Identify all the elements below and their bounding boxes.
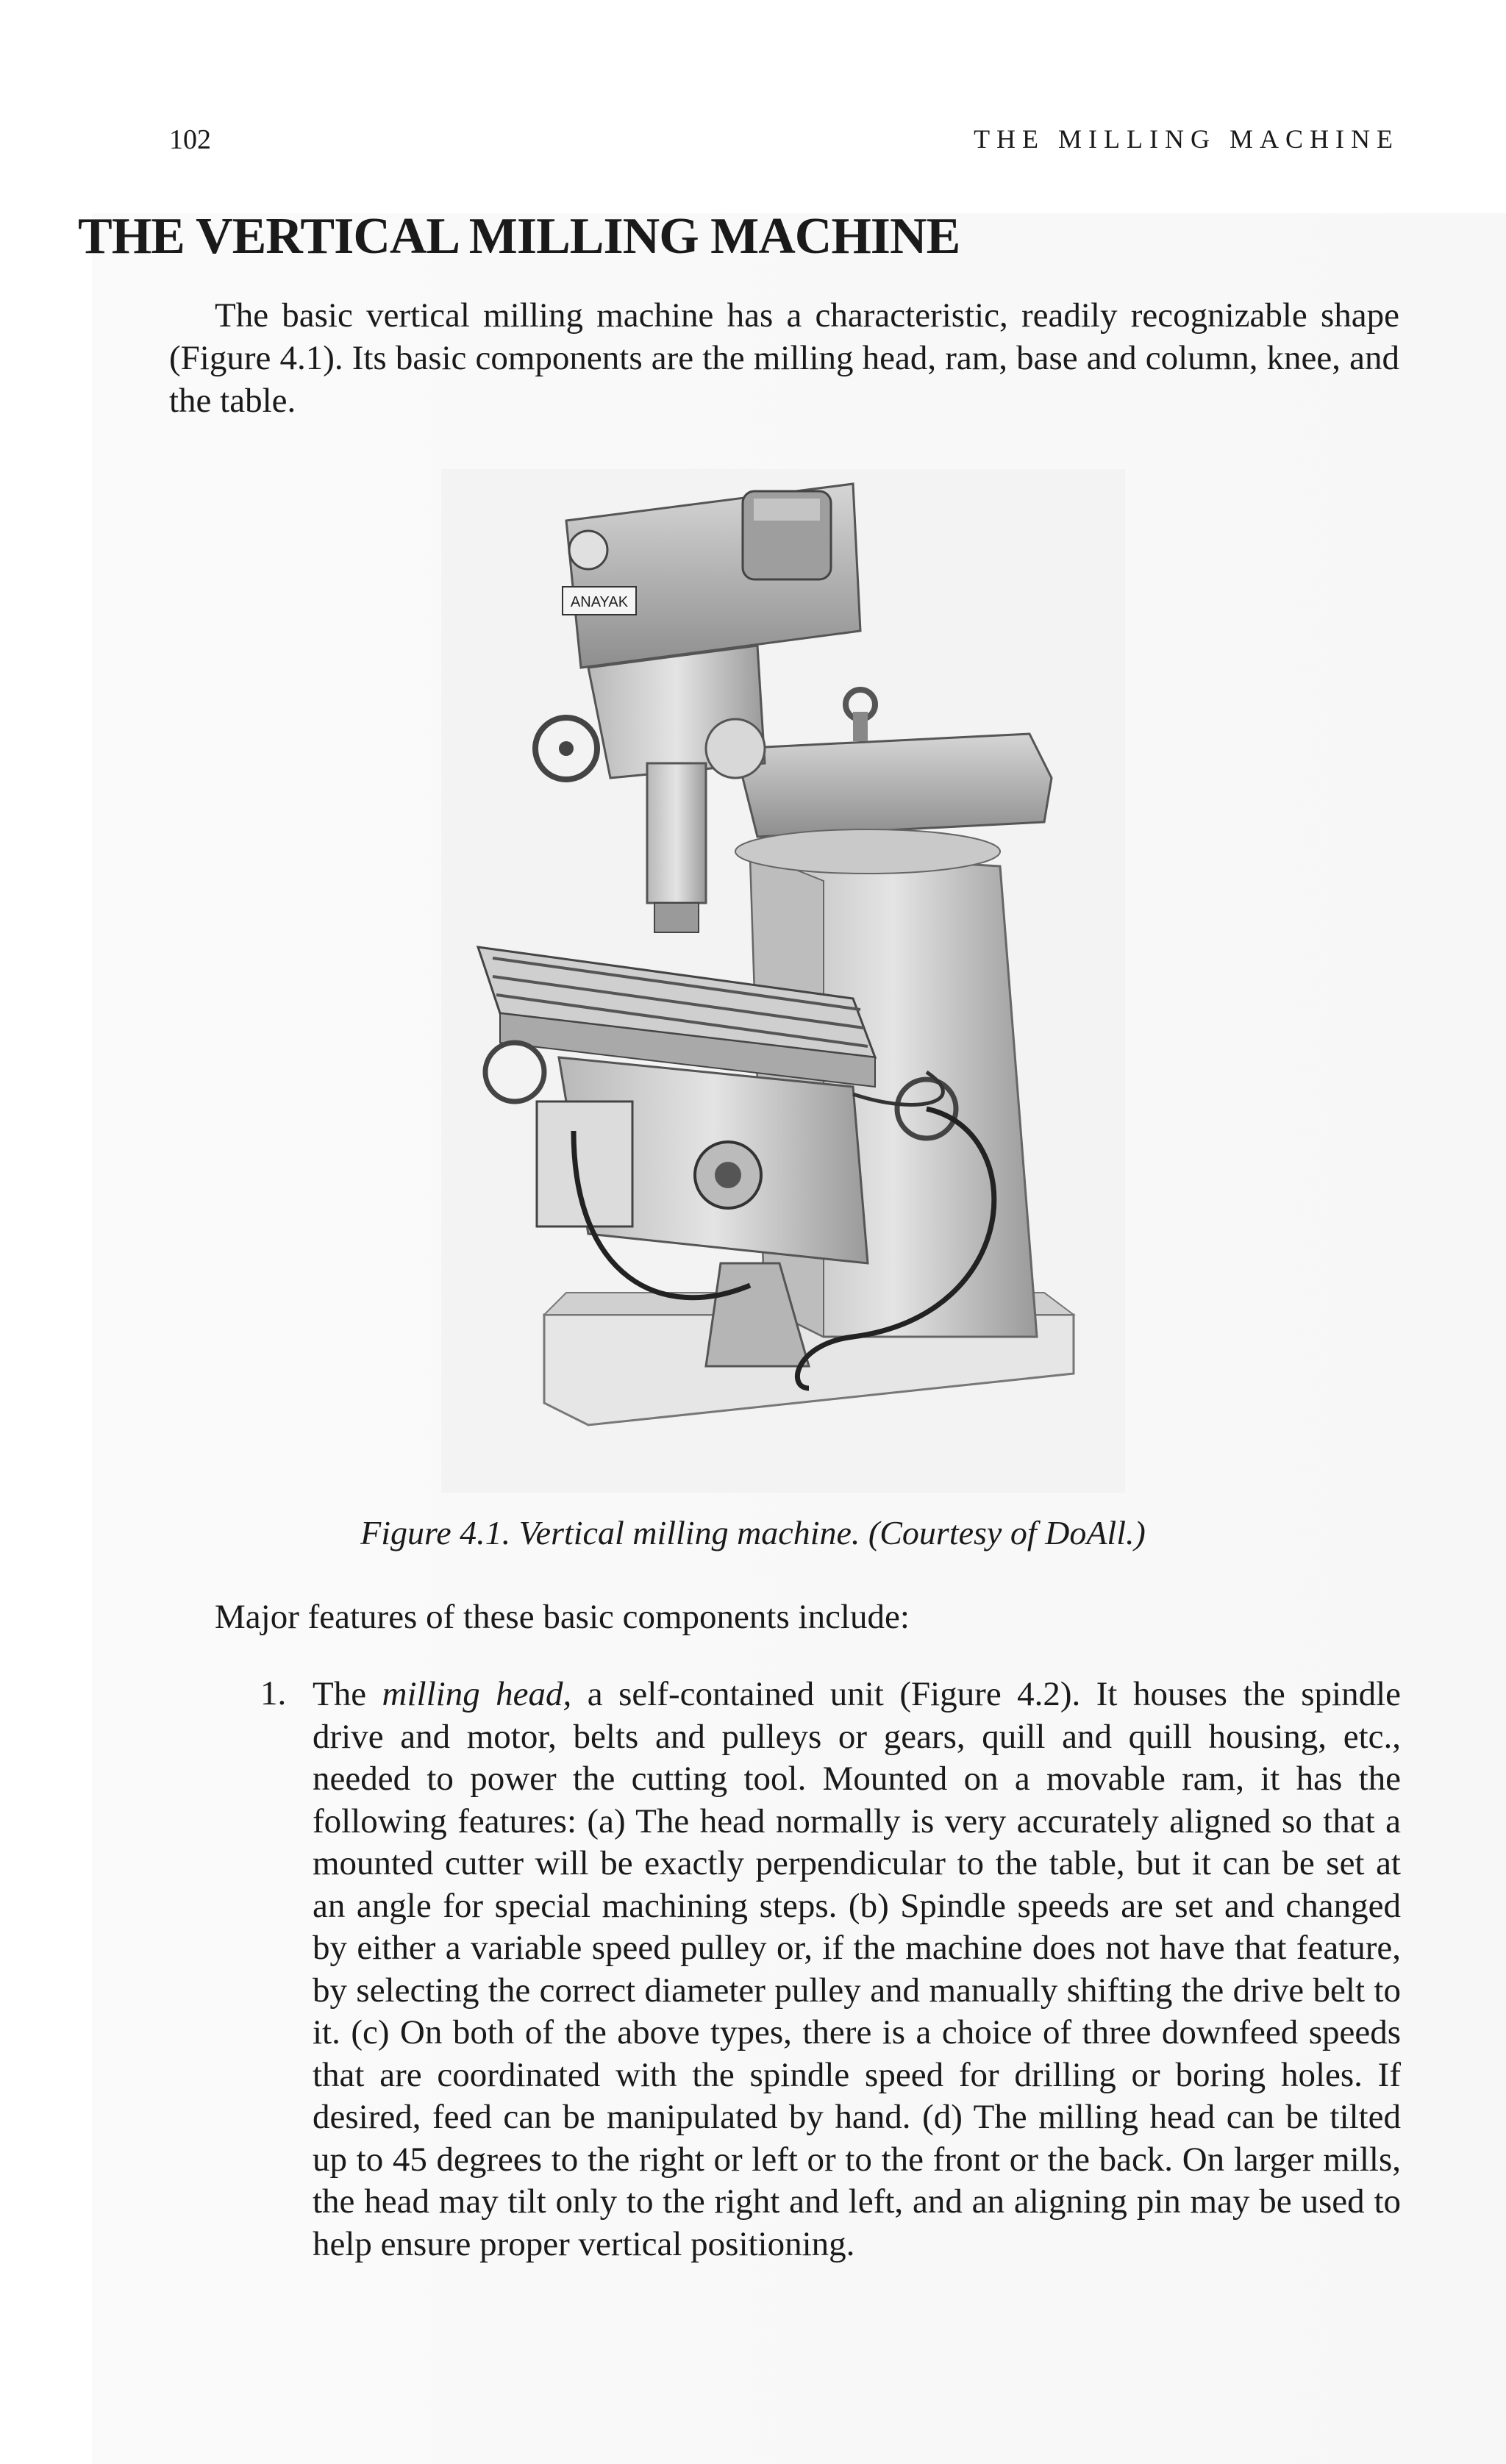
running-header: THE MILLING MACHINE [974,124,1399,154]
milling-machine-illustration [441,469,1125,1493]
figure-vertical-milling-machine [441,469,1125,1493]
anayak-badge: ANAYAK [570,594,629,610]
list-item-text: a self-contained unit (Figure 4.2). It houses the spindle drive and motor, belts and pulleys or gears, quill and quill housing, etc., needed to power the cutting tool. Mounted on a movable ram, it has the following features: (a) The head normally is very accurately aligned so that a mounted cutter will be exactly perpendicular to the table, but it can be set at an angle for special machining steps. (b) Spindle speeds are set and changed by either a variable speed pulley or, if the machine does not have that feature, by selecting the correct diameter pulley and manually shifting the drive belt to it. (c) On both of the above types, there is a choice of three downfeed speeds that are coordinated with the spindle speed for drilling or boring holes. If desired, feed can be manipulated by hand. (d) The milling head can be tilted up to 45 degrees to the right or left or to the front or the back. On larger mills, the head may tilt only to the right and left, and an aligning pin may be used to help ensure proper vertical positioning. [313,1675,1401,2263]
intro-text: The basic vertical milling machine has a characteristic, readily recognizable shape (Figure 4.1). Its basic components are the milling head, ram, base and column, knee, and the table. [169,296,1399,420]
lead-sentence: Major features of these basic components include: [215,1598,910,1636]
page-number: 102 [169,124,211,155]
list-item-number: 1. [260,1674,287,1713]
term-milling-head: milling head, [382,1675,572,1713]
intro-paragraph [169,294,1399,422]
list-item-prefix: The [313,1675,382,1713]
section-title: THE VERTICAL MILLING MACHINE [78,208,960,265]
list-item [313,1674,1401,2265]
figure-caption: Figure 4.1. Vertical milling machine. (Courtesy of DoAll.) [360,1514,1146,1551]
